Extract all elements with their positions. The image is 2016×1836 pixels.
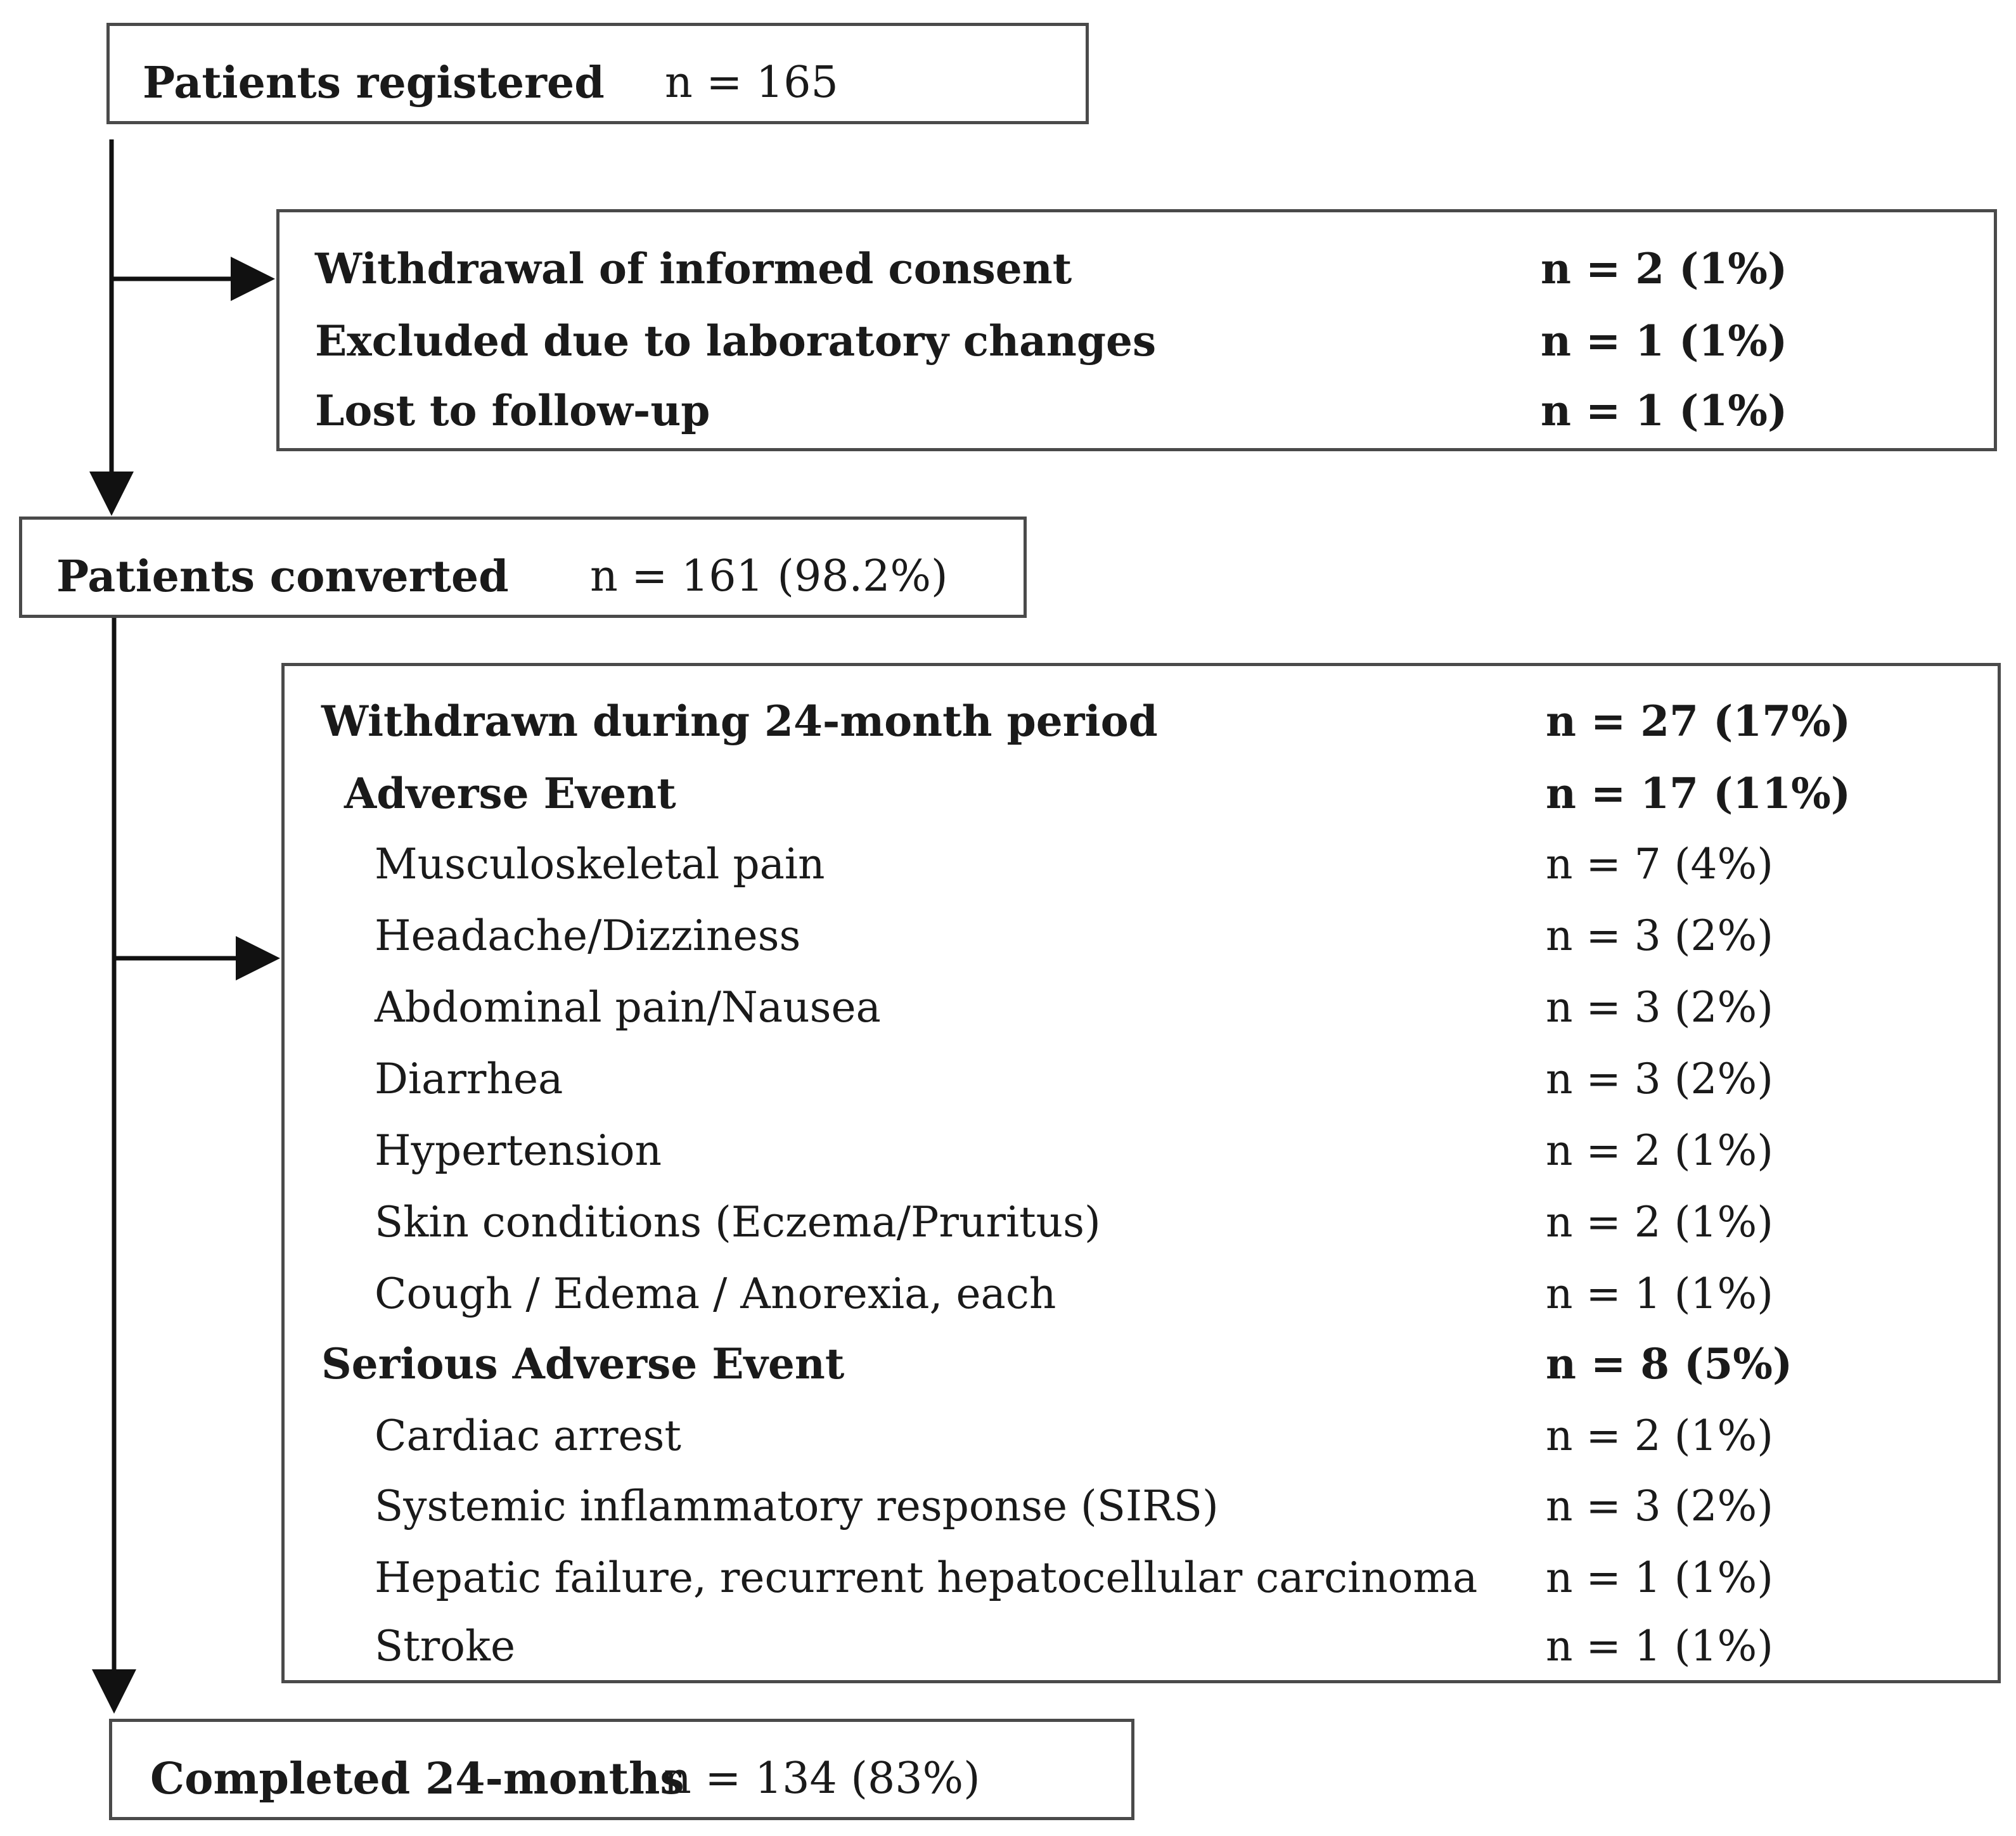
serious-item-row [285, 1622, 1998, 1683]
exclusion-row [279, 316, 1994, 377]
serious-item-count: n = 3 (2%) [1546, 1482, 1773, 1531]
adverse-item-label: Abdominal pain/Nausea [375, 983, 881, 1032]
registered-box [106, 23, 1089, 124]
adverse-item-count: n = 3 (2%) [1546, 911, 1773, 960]
serious-item-count: n = 1 (1%) [1546, 1622, 1773, 1671]
serious-item-row [285, 1411, 1998, 1472]
serious-item-count: n = 2 (1%) [1546, 1411, 1773, 1460]
adverse-item-row [285, 1269, 1998, 1330]
exclusion-label: Excluded due to laboratory changes [315, 316, 1157, 366]
converted-box [19, 517, 1027, 618]
adverse-item-label: Hypertension [375, 1126, 662, 1175]
exclusion-label: Lost to follow-up [315, 386, 710, 435]
adverse-item-count: n = 2 (1%) [1546, 1126, 1773, 1175]
adverse-item-count: n = 2 (1%) [1546, 1198, 1773, 1247]
completed-count: n = 134 (83%) [664, 1754, 980, 1804]
adverse-item-row [285, 1055, 1998, 1115]
completed-box [109, 1719, 1134, 1820]
adverse-item-label: Skin conditions (Eczema/Pruritus) [375, 1198, 1101, 1247]
adverse-event-label: Adverse Event [344, 769, 676, 818]
withdrawn-box [281, 663, 2001, 1683]
withdrawn-header-label: Withdrawn during 24-month period [321, 697, 1158, 746]
serious-item-label: Cardiac arrest [375, 1411, 681, 1460]
registered-label: Patients registered [143, 58, 605, 108]
exclusion-row [279, 244, 1994, 305]
serious-adverse-event-row [285, 1339, 1998, 1400]
serious-item-count: n = 1 (1%) [1546, 1553, 1773, 1602]
serious-item-label: Hepatic failure, recurrent hepatocellular carcinoma [375, 1553, 1478, 1602]
adverse-item-count: n = 1 (1%) [1546, 1269, 1773, 1318]
exclusion-count: n = 1 (1%) [1541, 316, 1788, 366]
adverse-item-row [285, 983, 1998, 1044]
adverse-item-label: Diarrhea [375, 1055, 563, 1103]
adverse-item-row [285, 840, 1998, 901]
exclusion-count: n = 1 (1%) [1541, 386, 1788, 435]
adverse-item-count: n = 7 (4%) [1546, 840, 1773, 889]
adverse-item-count: n = 3 (2%) [1546, 1055, 1773, 1103]
serious-item-label: Stroke [375, 1622, 516, 1671]
adverse-item-label: Headache/Dizziness [375, 911, 801, 960]
withdrawn-header-row [285, 697, 1998, 757]
registered-count: n = 165 [665, 58, 838, 108]
serious-adverse-event-label: Serious Adverse Event [321, 1339, 845, 1389]
withdrawn-header-count: n = 27 (17%) [1546, 697, 1851, 746]
adverse-item-label: Cough / Edema / Anorexia, each [375, 1269, 1056, 1318]
adverse-item-row [285, 1126, 1998, 1187]
adverse-event-count: n = 17 (11%) [1546, 769, 1851, 818]
completed-label: Completed 24-months [150, 1754, 684, 1804]
exclusions-box [276, 209, 1997, 451]
adverse-item-row [285, 1198, 1998, 1259]
converted-count: n = 161 (98.2%) [590, 551, 948, 601]
serious-adverse-event-count: n = 8 (5%) [1546, 1339, 1793, 1389]
converted-label: Patients converted [56, 551, 509, 602]
adverse-item-row [285, 911, 1998, 972]
exclusion-row [279, 386, 1994, 447]
serious-item-row [285, 1482, 1998, 1543]
adverse-event-row [285, 769, 1998, 830]
exclusion-label: Withdrawal of informed consent [315, 244, 1072, 293]
serious-item-row [285, 1553, 1998, 1614]
exclusion-count: n = 2 (1%) [1541, 244, 1788, 293]
adverse-item-count: n = 3 (2%) [1546, 983, 1773, 1032]
adverse-item-label: Musculoskeletal pain [375, 840, 825, 889]
serious-item-label: Systemic inflammatory response (SIRS) [375, 1482, 1219, 1531]
